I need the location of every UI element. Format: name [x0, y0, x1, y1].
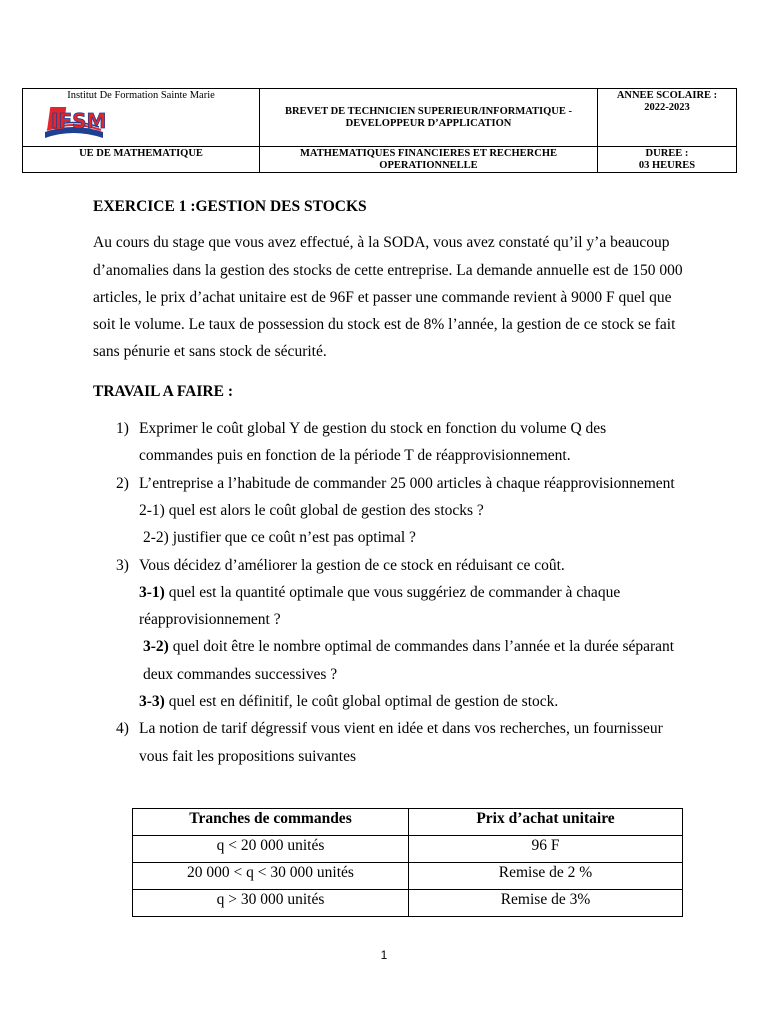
subtask-label: 3-3) [139, 693, 165, 711]
subtask-3-3 [139, 688, 683, 715]
ue-title: UE DE MATHEMATIQUE [79, 148, 203, 159]
subtask-text: quel est la quantité optimale que vous suggériez de commander à chaque réapprovisionnement ? [139, 583, 621, 629]
logo-text: IFSM [51, 109, 107, 133]
subtask-label: 3-1) [139, 583, 165, 601]
task-text: Exprimer le coût global Y de gestion du stock en fonction du volume Q des commandes puis en fonction de la période T de réapprovisionnement. [139, 420, 607, 465]
table-row [133, 863, 683, 890]
table-cell: q < 20 000 unités [133, 836, 409, 863]
task-item-3 [93, 552, 683, 716]
task-text: Vous décidez d’améliorer la gestion de ce stock en réduisant ce coût. [139, 556, 565, 574]
column-header-prix: Prix d’achat unitaire [409, 809, 683, 836]
institute-name: Institut De Formation Sainte Marie [67, 90, 215, 101]
year-label: ANNEE SCOLAIRE : [616, 90, 718, 101]
task-number: 1) [116, 420, 129, 438]
program-title: BREVET DE TECHNICIEN SUPERIEUR/INFORMATIQUE - DEVELOPPEUR D’APPLICATION [284, 105, 573, 129]
page-number: 1 [380, 948, 388, 962]
subtask-label: 3-2) [143, 638, 169, 656]
table-cell: q > 30 000 unités [133, 890, 409, 917]
table-cell: Remise de 2 % [409, 863, 683, 890]
task-number: 2) [116, 474, 129, 492]
module-title: MATHEMATIQUES FINANCIERES ET RECHERCHE OPERATIONNELLE [300, 148, 557, 171]
institute-cell [23, 89, 260, 147]
exam-header-table [22, 88, 737, 173]
duration-cell [598, 147, 737, 173]
table-row [133, 890, 683, 917]
table-cell: 96 F [409, 836, 683, 863]
program-cell [260, 89, 598, 147]
task-list [93, 415, 683, 770]
ifsm-logo [33, 102, 133, 142]
task-number: 3) [116, 556, 129, 574]
subtask-3-1 [139, 579, 683, 634]
task-text: La notion de tarif dégressif vous vient en idée et dans vos recherches, un fournisseur vous fait les propositions suivantes [139, 720, 663, 765]
year-value: 2022-2023 [644, 102, 690, 113]
task-item-2 [93, 470, 683, 552]
subtask-2-1: 2-1) quel est alors le coût global de gestion des stocks ? [139, 501, 484, 519]
subtask-2-2: 2-2) justifier que ce coût n’est pas optimal ? [143, 529, 416, 547]
task-item-4 [93, 715, 683, 770]
task-text: L’entreprise a l’habitude de commander 25 000 articles à chaque réapprovisionnement [139, 474, 675, 492]
year-cell [598, 89, 737, 147]
exercise-title: EXERCICE 1 :GESTION DES STOCKS [93, 198, 367, 215]
task-item-1 [93, 415, 683, 470]
task-number: 4) [116, 720, 129, 738]
table-cell: 20 000 < q < 30 000 unités [133, 863, 409, 890]
work-title: TRAVAIL A FAIRE : [93, 382, 233, 400]
duration-label: DUREE : [645, 148, 689, 159]
module-cell [260, 147, 598, 173]
ue-cell [23, 147, 260, 173]
exercise-content [93, 193, 683, 770]
price-table [132, 808, 683, 917]
subtask-text: quel doit être le nombre optimal de commandes dans l’année et la durée séparant deux commandes successives ? [143, 638, 675, 683]
duration-value: 03 HEURES [638, 160, 696, 171]
subtask-text: quel est en définitif, le coût global optimal de gestion de stock. [168, 693, 559, 711]
table-row [133, 836, 683, 863]
column-header-tranches: Tranches de commandes [133, 809, 409, 836]
subtask-3-2 [139, 633, 683, 688]
price-table-header [133, 809, 683, 836]
exercise-intro: Au cours du stage que vous avez effectué, à la SODA, vous avez constaté qu’il y’a beaucoup d’anomalies dans la gestion des stocks de cette entreprise. La demande annuelle est de 150 000 articles, le prix d’achat unitaire est de 96F et passer une commande revient à 9000 F quel que soit le volume. Le taux de possession du stock est de 8% l’année, la gestion de ce stock se fait sans pénurie et sans stock de sécurité. [93, 234, 683, 361]
table-cell: Remise de 3% [409, 890, 683, 917]
